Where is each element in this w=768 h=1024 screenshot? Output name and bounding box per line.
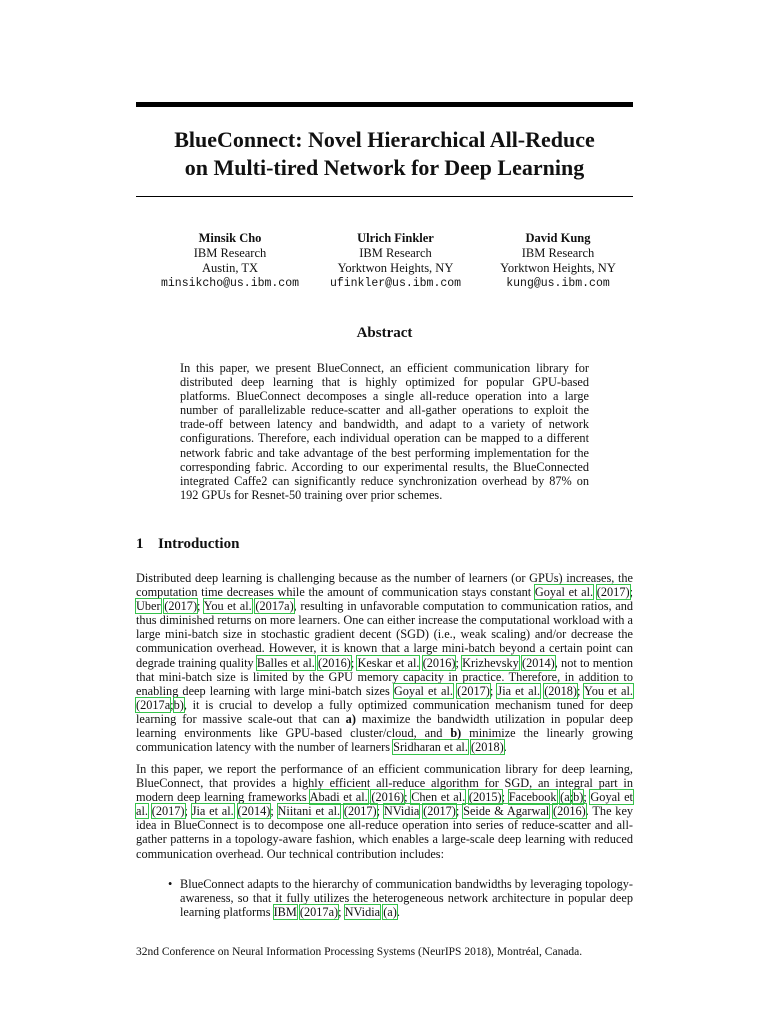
author-3: [493, 231, 623, 291]
citation-link[interactable]: Facebook: [508, 790, 557, 805]
abstract-text: In this paper, we present BlueConnect, an efficient communication library for distributed deep learning that is highly optimized for popular GPU-based platforms. BlueConnect decomposes a single all-reduce operation into a large number of parallelizable reduce-scatter and all-gather operations to exploit the trade-off between latency and bandwidth, and adapt to a variety of network configurations. Therefore, each individual operation can be mapped to a different network fabric and take advantage of the best performing implementation for the corresponding fabric. According to our experimental results, the BlueConnected integrated Caffe2 can significantly reduce synchronization overhead by 87% on 192 GPUs for Resnet-50 training over prior schemes.: [180, 361, 589, 502]
text-run: Distributed deep learning is challenging because as the number of learners (or GPUs) increases, the computation time decreases while the amount of communication stays constant: [136, 571, 633, 600]
text-run: BlueConnect adapts to the hierarchy of communication bandwidths by leveraging topology-awareness, so that it fully utilizes the heterogeneous network architecture in popular deep learning platforms: [180, 877, 633, 920]
text-run: . The key idea in BlueConnect is to decompose one all-reduce operation into series of reduce-scatter and all-gather patterns in a topology-aware fashion, which enables a large-scale deep learning with reduced communication overhead. Our technical contribution includes:: [136, 804, 634, 861]
title-top-rule: [136, 102, 633, 107]
citation-link[interactable]: Balles et al.: [256, 655, 315, 670]
citation-year-link[interactable]: (2017): [343, 804, 377, 819]
separator: ;: [583, 790, 591, 805]
separator: ;: [170, 697, 174, 712]
citation-link[interactable]: IBM: [273, 905, 297, 920]
citation-year-link[interactable]: (2018): [544, 683, 577, 698]
citation-year-link[interactable]: (2014): [237, 804, 271, 819]
citation-link[interactable]: Niitani et al.: [277, 804, 341, 819]
citation-year-link[interactable]: b): [173, 697, 184, 712]
text-run: minimize the linearly growing communication latency with the number of learners: [136, 726, 633, 755]
citation-link[interactable]: NVidia: [383, 804, 420, 819]
text-run: , not to mention that mini-batch size is limited by the GPU memory capacity in practice. Therefore, in addition to enabling deep learning with large mini-batch sizes: [136, 655, 634, 698]
citation-year-link[interactable]: (2017a: [136, 697, 171, 712]
bullet-marker: •: [168, 877, 173, 891]
bold-marker: b): [450, 726, 462, 741]
citation-link[interactable]: Jia et al.: [497, 683, 541, 698]
separator: ;: [350, 655, 358, 670]
citation-link[interactable]: Goyal et al.: [136, 790, 633, 819]
citation-link[interactable]: You et al.: [584, 683, 634, 698]
citation-year-link[interactable]: (2017): [151, 804, 185, 819]
separator: ;: [576, 683, 585, 698]
author-affiliation: IBM Research: [193, 246, 267, 260]
author-name: Minsik Cho: [198, 231, 262, 245]
citation-link[interactable]: Goyal et al.: [534, 585, 594, 600]
separator: ;: [569, 790, 574, 805]
abstract-heading: Abstract: [356, 325, 413, 341]
author-location: Yorktwon Heights, NY: [337, 261, 454, 275]
text-run: .: [503, 740, 507, 755]
paper-title: [136, 126, 633, 182]
separator: ;: [455, 804, 464, 819]
intro-paragraph-2: [136, 762, 633, 861]
separator: ;: [376, 804, 384, 819]
text-run: maximize the bandwidth utilization in popular deep learning environments like GPU-based cluster/cloud, and: [136, 711, 633, 741]
citation-year-link[interactable]: (2017): [423, 804, 456, 819]
conference-footnote: 32nd Conference on Neural Information Processing Systems (NeurIPS 2018), Montréal, Canada.: [136, 946, 583, 958]
citation-year-link[interactable]: (2016): [318, 655, 351, 670]
text-run: In this paper, we report the performance of an efficient communication library for deep learning, BlueConnect, that provides a highly efficient all-reduce algorithm for SGD, an integral part in modern deep learning frameworks: [136, 762, 633, 805]
citation-year-link[interactable]: b): [573, 790, 584, 805]
section-title: Introduction: [158, 536, 240, 552]
section-heading: [136, 536, 239, 553]
author-email: kung@us.ibm.com: [506, 277, 610, 290]
citation-year-link[interactable]: (a: [560, 790, 570, 805]
separator: ;: [338, 905, 345, 920]
citation-link[interactable]: Abadi et al.: [309, 790, 368, 805]
bold-marker: a): [345, 711, 356, 726]
citation-year-link[interactable]: (a): [383, 905, 397, 920]
citation-link[interactable]: Sridharan et al.: [393, 740, 468, 755]
author-1: [150, 231, 310, 291]
separator: ;: [270, 804, 278, 819]
author-location: Austin, TX: [201, 261, 259, 275]
citation-year-link[interactable]: (2018): [470, 740, 504, 755]
citation-year-link[interactable]: (2016): [422, 655, 456, 670]
text-run: , it is crucial to develop a fully optimized communication mechanism tuned for deep learning for massive scale-out that can: [136, 697, 633, 726]
author-location: Yorktwon Heights, NY: [500, 261, 616, 275]
citation-year-link[interactable]: (2017a): [299, 905, 339, 920]
citation-year-link[interactable]: (2017): [457, 683, 490, 698]
citation-year-link[interactable]: (2017a): [255, 599, 294, 614]
citation-link[interactable]: Goyal et al.: [393, 683, 453, 698]
separator: ;: [501, 790, 509, 805]
author-name: David Kung: [525, 231, 591, 245]
list-item: [168, 877, 633, 920]
title-bottom-rule: [136, 196, 633, 197]
author-email: ufinkler@us.ibm.com: [329, 277, 462, 290]
citation-link[interactable]: Krizhevsky: [462, 655, 519, 670]
citation-year-link[interactable]: (2016): [371, 790, 405, 805]
citation-year-link[interactable]: (2016): [552, 804, 586, 819]
separator: ;: [184, 804, 192, 819]
author-name: Ulrich Finkler: [357, 231, 434, 245]
separator: ;: [455, 655, 463, 670]
intro-paragraph-1: [136, 571, 633, 754]
text-run: , resulting in unfavorable computation to communication ratios, and thus diminished returns on more learners. One can either increase the computational workload with a large mini-batch size in stochastic gradient decent (SGD) (i.e., weak scaling) and/or decrease the communication overhead. However, it is known that a large mini-batch beyond a certain point can degrade training quality: [136, 599, 633, 670]
text-run: .: [396, 905, 400, 920]
citation-link[interactable]: Uber: [136, 599, 161, 614]
separator: ;: [489, 683, 498, 698]
citation-link[interactable]: NVidia: [344, 905, 381, 920]
separator: ;: [629, 585, 633, 600]
title-line-2: on Multi-tired Network for Deep Learning: [184, 155, 585, 180]
contribution-list: [168, 877, 633, 920]
author-affiliation: IBM Research: [359, 246, 432, 260]
author-2: [318, 231, 473, 291]
citation-link[interactable]: Seide & Agarwal: [463, 804, 550, 819]
citation-link[interactable]: Keskar et al.: [357, 655, 420, 670]
citation-year-link[interactable]: (2014): [521, 655, 555, 670]
citation-link[interactable]: You et al.: [203, 599, 252, 614]
section-number: 1: [136, 536, 144, 552]
citation-year-link[interactable]: (2017): [164, 599, 198, 614]
separator: ;: [404, 790, 412, 805]
citation-link[interactable]: Jia et al.: [191, 804, 234, 819]
separator: ;: [197, 599, 204, 614]
author-affiliation: IBM Research: [521, 246, 595, 260]
citation-link[interactable]: Chen et al.: [411, 790, 466, 805]
citation-year-link[interactable]: (2015): [468, 790, 502, 805]
author-email: minsikcho@us.ibm.com: [160, 277, 300, 290]
title-line-1: BlueConnect: Novel Hierarchical All-Reduce: [174, 127, 595, 152]
citation-year-link[interactable]: (2017): [596, 585, 630, 600]
